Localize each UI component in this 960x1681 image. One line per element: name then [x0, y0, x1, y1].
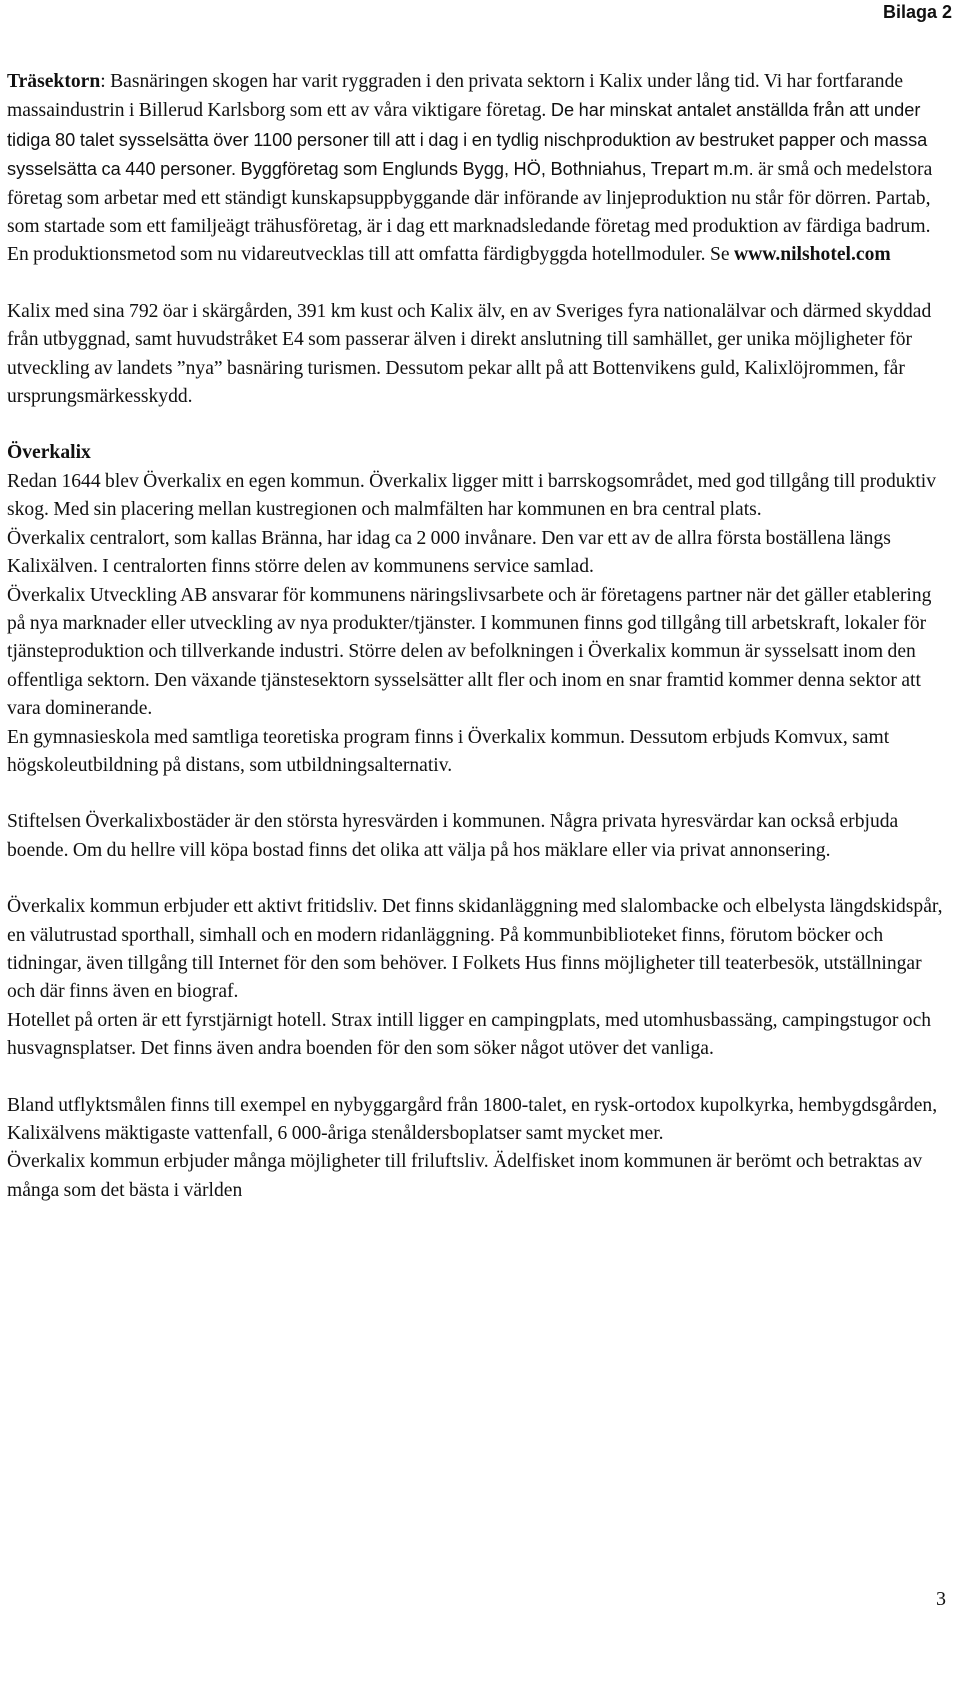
overkalix-paragraph-3: Överkalix Utveckling AB ansvarar för kommunens näringslivsarbete och är företagens partner när det gäller etablering på nya marknader eller utveckling av nya produkter/tjänster. I kommunen finns god tillgång till arbetskraft, lokaler för tjänsteproduktion och tillverkande industri. Större delen av befolkningen i Överkalix kommun är sysselsatt inom den offentliga sektorn. Den växande tjänstesektorn sysselsätter allt fler och inom en snar framtid kommer denna sektor att vara dominerande. — [7, 584, 932, 720]
overkalix-paragraph-7: Hotellet på orten är ett fyrstjärnigt hotell. Strax intill ligger en campingplats, med utomhusbassäng, campingstugor och husvagnsplatser. Det finns även andra boenden för den som söker något utöver det vanliga. — [7, 1009, 932, 1060]
overkalix-paragraph-5: Stiftelsen Överkalixbostäder är den största hyresvärden i kommunen. Några privata hyresvärdar kan också erbjuda boende. Om du hellre vill köpa bostad finns det olika att välja på hos mäklare eller via privat annonsering. — [7, 811, 899, 861]
kalix-paragraph: Kalix med sina 792 öar i skärgården, 391 km kust och Kalix älv, en av Sveriges fyra nationalälvar och därmed skyddad från utbyggnad, samt huvudstråket E4 som passerar älven i direkt anslutning till samhället, ger unika möjligheter för utveckling av landets ”nya” basnäring turismen. Dessutom pekar allt på att Bottenvikens guld, Kalixlöjrommen, får ursprungsmärkesskydd. — [7, 300, 932, 408]
trasektorn-rest: är små och medelstora företag som arbetar med ett ständigt kunskapsuppbyggande där införande av linjeproduktion nu står för dörren. Partab, som startade som ett familjeägt trähusföretag, är i dag ett marknadsledande företag med produktion av färdiga badrum. En produktionsmetod som nu vidareutvecklas till att omfatta färdigbyggda hotellmoduler. Se — [7, 159, 933, 266]
overkalix-paragraph-6: Överkalix kommun erbjuder ett aktivt fritidsliv. Det finns skidanläggning med slalombacke och elbelysta längdskidspår, en välutrustad sporthall, simhall och en modern ridanläggning. På kommunbiblioteket finns, förutom böcker och tidningar, även tillgång till Internet för den som behöver. I Folkets Hus finns möjligheter till teaterbesök, utställningar och där finns även en biograf. — [7, 896, 943, 1003]
overkalix-paragraph-9: Överkalix kommun erbjuder många möjligheter till friluftsliv. Ädelfisket inom kommunen är berömt och betraktas av många som det bästa i världen — [7, 1151, 923, 1201]
appendix-label: Bilaga 2 — [882, 2, 952, 22]
trasektorn-heading: Träsektorn — [7, 71, 101, 92]
overkalix-paragraph-4: En gymnasieskola med samtliga teoretiska program finns i Överkalix kommun. Dessutom erbjuds Komvux, samt högskoleutbildning på distans, som utbildningsalternativ. — [7, 726, 890, 776]
trasektorn-paragraph — [7, 68, 952, 270]
trasektorn-intro: : Basnäringen skogen har varit ryggraden i den privata sektorn i Kalix under lång tid. Vi har fortfarande massaindustrin i Billerud Karlsborg som ett av våra viktigare företag. — [7, 71, 904, 122]
overkalix-paragraph-8: Bland utflyktsmålen finns till exempel en nybyggargård från 1800-talet, en rysk-ortodox kupolkyrka, hembygdsgården, Kalixälvens mäktigaste vattenfall, 6 000-åriga stenåldersboplatser samt mycket mer. — [7, 1094, 938, 1144]
overkalix-paragraph-2: Överkalix centralort, som kallas Bränna, har idag ca 2 000 invånare. Den var ett av de allra första boställena längs Kalixälven. I centralorten finns större delen av kommunens service samlad. — [7, 527, 891, 578]
page-number: 3 — [936, 1588, 946, 1610]
overkalix-paragraph-1: Redan 1644 blev Överkalix en egen kommun. Överkalix ligger mitt i barrskogsområdet, med god tillgång till produktiv skog. Med sin placering mellan kustregionen och malmfälten har kommunen en bra central plats. — [7, 470, 937, 521]
trasektorn-sans-text: De har minskat antalet anställda från att under tidiga 80 talet sysselsätta över 1100 personer till att i dag i en tydlig nischproduktion av bestruket papper och massa sysselsätta ca 440 personer. Byggföretag som Englunds Bygg, HÖ, Bothniahus, Trepart m.m. — [7, 100, 928, 180]
nilshotel-link[interactable]: www.nilshotel.com — [733, 244, 891, 266]
document-body — [7, 68, 952, 1205]
overkalix-heading: Överkalix — [7, 442, 91, 464]
